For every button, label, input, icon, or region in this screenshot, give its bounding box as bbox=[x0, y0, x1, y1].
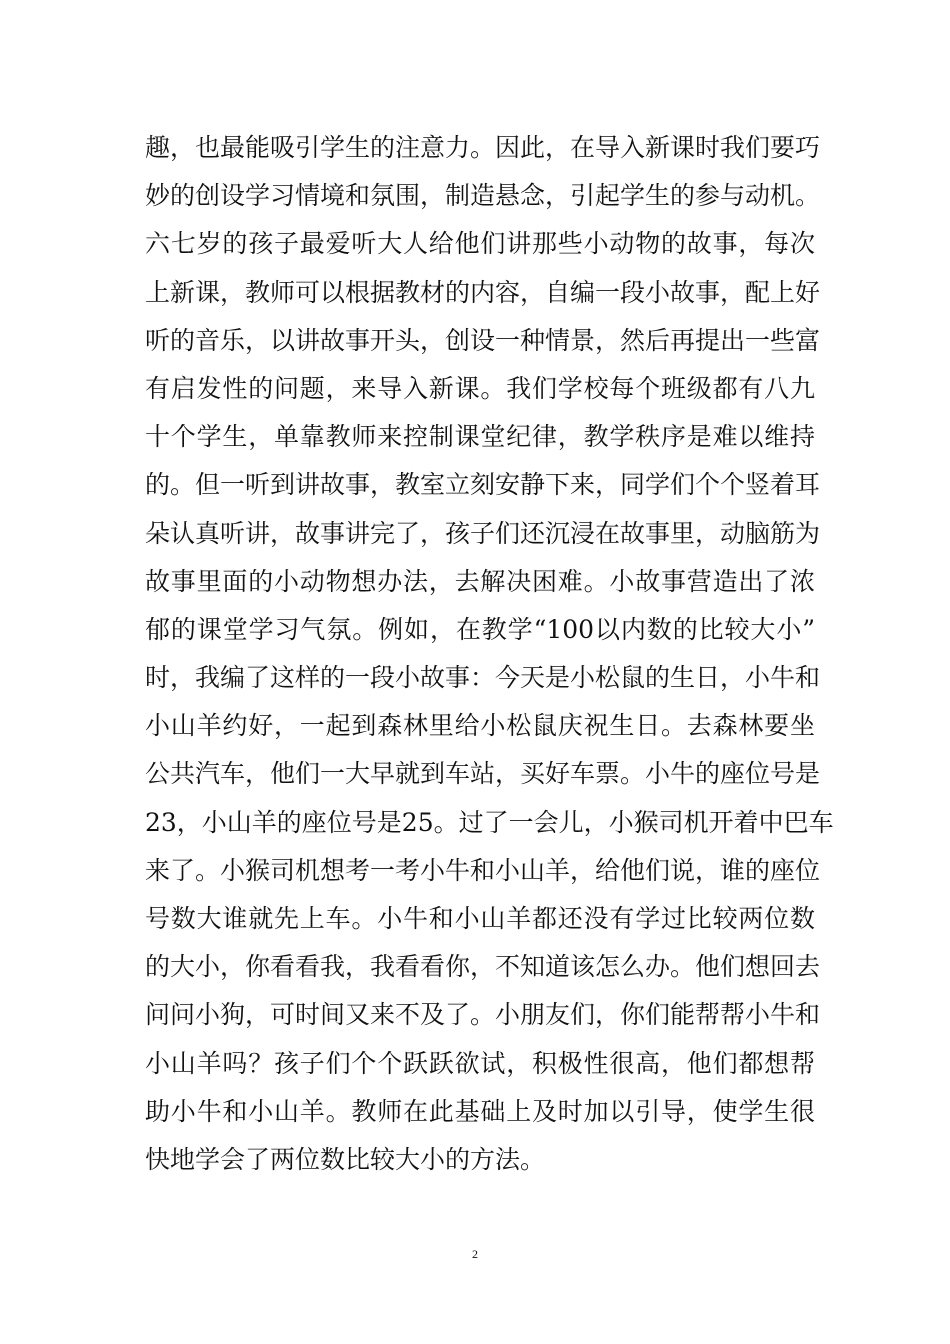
text-line: 小山羊约好，一起到森林里给小松鼠庆祝生日。去森林要坐 bbox=[145, 711, 815, 741]
text-line: 趣，也最能吸引学生的注意力。因此，在导入新课时我们要巧 bbox=[145, 133, 821, 162]
text-line: 妙的创设学习情境和氛围，制造悬念，引起学生的参与动机。 bbox=[145, 181, 821, 211]
text-line: 助小牛和小山羊。教师在此基础上及时加以引导，使学生很 bbox=[145, 1096, 815, 1126]
text-line: 六七岁的孩子最爱听大人给他们讲那些小动物的故事，每次 bbox=[145, 229, 815, 259]
text-line: 故事里面的小动物想办法，去解决困难。小故事营造出了浓 bbox=[145, 566, 815, 596]
text-line: 快地学会了两位数比较大小的方法。 bbox=[145, 1144, 546, 1174]
text-line: 号数大谁就先上车。小牛和小山羊都还没有学过比较两位数 bbox=[145, 904, 815, 933]
text-line: 时，我编了这样的一段小故事：今天是小松鼠的生日，小牛和 bbox=[145, 663, 821, 693]
text-line: 的。但一听到讲故事，教室立刻安静下来，同学们个个竖着耳 bbox=[145, 470, 821, 500]
text-line: 公共汽车，他们一大早就到车站，买好车票。小牛的座位号是 bbox=[145, 759, 821, 789]
page-number: 2 bbox=[472, 1247, 478, 1261]
text-line: 郁的课堂学习气氛。例如，在教学“100以内数的比较大小” bbox=[145, 614, 815, 644]
text-line: 小山羊吗？孩子们个个跃跃欲试，积极性很高，他们都想帮 bbox=[145, 1048, 815, 1078]
text-line: 的大小，你看看我，我看看你，不知道该怎么办。他们想回去 bbox=[145, 952, 821, 982]
text-line: 朵认真听讲，故事讲完了，孩子们还沉浸在故事里，动脑筋为 bbox=[145, 518, 821, 548]
text-line: 听的音乐，以讲故事开头，创设一种情景，然后再提出一些富 bbox=[145, 325, 821, 355]
text-line: 上新课，教师可以根据教材的内容，自编一段小故事，配上好 bbox=[145, 277, 821, 307]
text-line: 十个学生，单靠教师来控制课堂纪律，教学秩序是难以维持 bbox=[145, 422, 815, 452]
text-line: 23，小山羊的座位号是25。过了一会儿，小猴司机开着中巴车 bbox=[145, 807, 834, 837]
text-line: 问问小狗，可时间又来不及了。小朋友们，你们能帮帮小牛和 bbox=[145, 1000, 821, 1030]
text-line: 来了。小猴司机想考一考小牛和小山羊，给他们说，谁的座位 bbox=[145, 855, 821, 885]
body-text bbox=[145, 124, 834, 1184]
text-line: 有启发性的问题，来导入新课。我们学校每个班级都有八九 bbox=[145, 373, 815, 403]
